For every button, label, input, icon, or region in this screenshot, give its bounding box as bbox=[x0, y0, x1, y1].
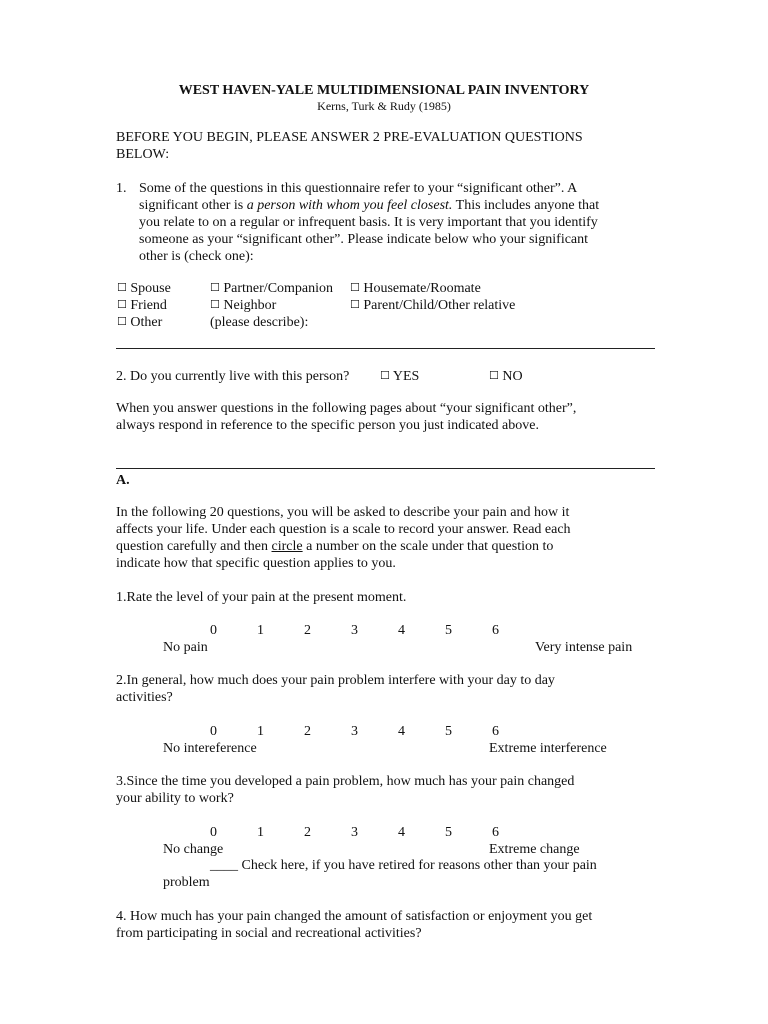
question-1-scale-option-0[interactable]: 0 bbox=[210, 623, 217, 638]
question-1-text: 1.Rate the level of your pain at the present moment. bbox=[116, 590, 407, 605]
question-3-scale-option-4[interactable]: 4 bbox=[398, 825, 405, 840]
note-line2: always respond in reference to the specific person you just indicated above. bbox=[116, 418, 539, 433]
intro-line3: question carefully and then circle a number on the scale under that question to bbox=[116, 539, 554, 554]
checkbox-icon[interactable]: ☐ bbox=[117, 281, 127, 294]
question-2-text-line1: 2.In general, how much does your pain problem interfere with your day to day bbox=[116, 673, 555, 688]
option-neighbor[interactable]: ☐ Neighbor bbox=[210, 298, 277, 313]
option-parent[interactable]: ☐ Parent/Child/Other relative bbox=[350, 298, 516, 313]
other-describe-label: (please describe): bbox=[210, 315, 309, 330]
q1-line1: Some of the questions in this questionnaire refer to your “significant other”. A bbox=[139, 181, 578, 196]
note-line1: When you answer questions in the following pages about “your significant other”, bbox=[116, 401, 577, 416]
question-3-scale-option-3[interactable]: 3 bbox=[351, 825, 358, 840]
q2-option-no[interactable]: ☐ NO bbox=[489, 369, 523, 384]
question-1-low-label: No pain bbox=[163, 640, 208, 655]
q2-option-yes[interactable]: ☐ YES bbox=[380, 369, 420, 384]
q1-line2: significant other is a person with whom you feel closest. This includes anyone that bbox=[139, 198, 600, 213]
option-spouse[interactable]: ☐ Spouse bbox=[117, 281, 171, 296]
divider-line bbox=[116, 468, 655, 469]
circle-instruction: circle bbox=[271, 539, 303, 554]
question-1-scale-option-1[interactable]: 1 bbox=[257, 623, 264, 638]
question-3-scale-option-1[interactable]: 1 bbox=[257, 825, 264, 840]
question-3-scale-option-5[interactable]: 5 bbox=[445, 825, 452, 840]
question-3-scale-option-0[interactable]: 0 bbox=[210, 825, 217, 840]
intro-line4: indicate how that specific question applies to you. bbox=[116, 556, 396, 571]
option-housemate[interactable]: ☐ Housemate/Roomate bbox=[350, 281, 481, 296]
q1-line4: someone as your “significant other”. Please indicate below who your significant bbox=[139, 232, 589, 247]
question-1-high-label: Very intense pain bbox=[535, 640, 633, 655]
checkbox-icon[interactable]: ☐ bbox=[210, 298, 220, 311]
question-2-scale-option-2[interactable]: 2 bbox=[304, 724, 311, 739]
divider-line bbox=[116, 348, 655, 349]
document-authors: Kerns, Turk & Rudy (1985) bbox=[317, 99, 451, 113]
checkbox-icon[interactable]: ☐ bbox=[210, 281, 220, 294]
question-2-text-line2: activities? bbox=[116, 690, 173, 705]
q1-emphasis: a person with whom you feel closest. bbox=[246, 198, 453, 213]
checkbox-icon[interactable]: ☐ bbox=[380, 369, 390, 382]
checkbox-icon[interactable]: ☐ bbox=[117, 315, 127, 328]
question-3-scale-option-6[interactable]: 6 bbox=[492, 825, 499, 840]
q1-line5: other is (check one): bbox=[139, 249, 254, 264]
checkbox-icon[interactable]: ☐ bbox=[350, 298, 360, 311]
question-4-text-line1: 4. How much has your pain changed the amount of satisfaction or enjoyment you get bbox=[116, 909, 593, 924]
retired-checkline-cont: problem bbox=[163, 875, 210, 890]
checkbox-icon[interactable]: ☐ bbox=[489, 369, 499, 382]
q1-line3: you relate to on a regular or infrequent basis. It is very important that you identify bbox=[139, 215, 598, 230]
option-friend[interactable]: ☐ Friend bbox=[117, 298, 167, 313]
question-2-scale-option-5[interactable]: 5 bbox=[445, 724, 452, 739]
pre-eval-heading-line1: BEFORE YOU BEGIN, PLEASE ANSWER 2 PRE-EVALUATION QUESTIONS bbox=[116, 130, 583, 145]
question-2-scale-option-0[interactable]: 0 bbox=[210, 724, 217, 739]
intro-line2: affects your life. Under each question is a scale to record your answer. Read each bbox=[116, 522, 571, 537]
question-1-scale-option-3[interactable]: 3 bbox=[351, 623, 358, 638]
question-1-scale-option-4[interactable]: 4 bbox=[398, 623, 405, 638]
option-other[interactable]: ☐ Other bbox=[117, 315, 163, 330]
question-1-scale-option-5[interactable]: 5 bbox=[445, 623, 452, 638]
question-2-scale-option-3[interactable]: 3 bbox=[351, 724, 358, 739]
question-1-scale-option-2[interactable]: 2 bbox=[304, 623, 311, 638]
checkbox-icon[interactable]: ☐ bbox=[117, 298, 127, 311]
intro-line1: In the following 20 questions, you will be asked to describe your pain and how it bbox=[116, 505, 570, 520]
question-2-scale-option-6[interactable]: 6 bbox=[492, 724, 499, 739]
q1-number: 1. bbox=[116, 181, 127, 196]
section-a-label: A. bbox=[116, 473, 130, 488]
question-2-low-label: No intereference bbox=[163, 741, 257, 756]
question-3-high-label: Extreme change bbox=[489, 842, 580, 857]
pre-eval-heading-line2: BELOW: bbox=[116, 147, 170, 162]
question-3-text-line2: your ability to work? bbox=[116, 791, 234, 806]
q2-text: 2. Do you currently live with this person? bbox=[116, 369, 350, 384]
question-2-scale-option-4[interactable]: 4 bbox=[398, 724, 405, 739]
document-title: WEST HAVEN-YALE MULTIDIMENSIONAL PAIN INVENTORY bbox=[178, 83, 590, 98]
checkbox-icon[interactable]: ☐ bbox=[350, 281, 360, 294]
question-3-text-line1: 3.Since the time you developed a pain problem, how much has your pain changed bbox=[116, 774, 575, 789]
option-partner[interactable]: ☐ Partner/Companion bbox=[210, 281, 334, 296]
question-2-high-label: Extreme interference bbox=[489, 741, 607, 756]
question-1-scale-option-6[interactable]: 6 bbox=[492, 623, 499, 638]
retired-checkline[interactable]: ____ Check here, if you have retired for reasons other than your pain bbox=[210, 858, 597, 873]
question-3-scale-option-2[interactable]: 2 bbox=[304, 825, 311, 840]
question-2-scale-option-1[interactable]: 1 bbox=[257, 724, 264, 739]
question-4-text-line2: from participating in social and recreational activities? bbox=[116, 926, 422, 941]
question-3-low-label: No change bbox=[163, 842, 224, 857]
